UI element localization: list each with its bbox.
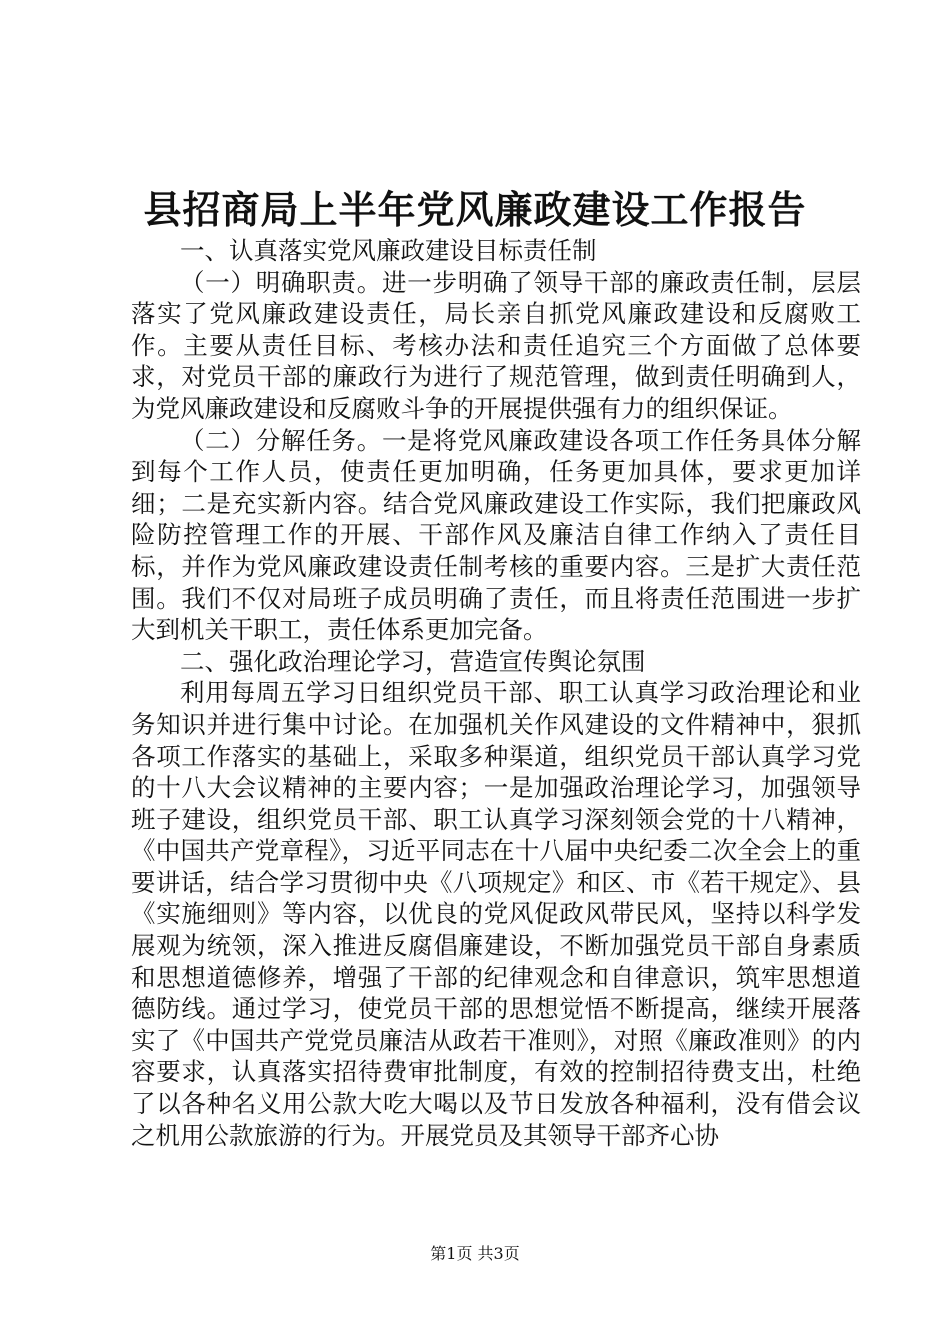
paragraph-2: （二）分解任务。一是将党风廉政建设各项工作任务具体分解到每个工作人员，使责任更加明确，任务更加具体，要求更加详细；二是充实新内容。结合党风廉政建设工作实际，我们把廉政风险防控管理工作的开展、干部作风及廉洁自律工作纳入了责任目标，并作为党风廉政建设责任制考核的重要内容。三是扩大责任范围。我们不仅对局班子成员明确了责任，而且将责任范围进一步扩大到机关干职工，责任体系更加完备。: [131, 425, 861, 645]
page-footer: 第1页 共3页: [430, 1244, 520, 1263]
document-body: [131, 235, 861, 1151]
document-title: 县招商局上半年党风廉政建设工作报告: [143, 187, 807, 232]
paragraph-3: 利用每周五学习日组织党员干部、职工认真学习政治理论和业务知识并进行集中讨论。在加强机关作风建设的文件精神中，狠抓各项工作落实的基础上，采取多种渠道，组织党员干部认真学习党的十八大会议精神的主要内容；一是加强政治理论学习，加强领导班子建设，组织党员干部、职工认真学习深刻领会党的十八精神，《中国共产党章程》，习近平同志在十八届中央纪委二次全会上的重要讲话，结合学习贯彻中央《八项规定》和区、市《若干规定》、县《实施细则》等内容，以优良的党风促政风带民风，坚持以科学发展观为统领，深入推进反腐倡廉建设，不断加强党员干部自身素质和思想道德修养，增强了干部的纪律观念和自律意识，筑牢思想道德防线。通过学习，使党员干部的思想觉悟不断提高，继续开展落实了《中国共产党党员廉洁从政若干准则》，对照《廉政准则》的内容要求，认真落实招待费审批制度，有效的控制招待费支出，杜绝了以各种名义用公款大吃大喝以及节日发放各种福利，没有借会议之机用公款旅游的行为。开展党员及其领导干部齐心协: [131, 678, 861, 1150]
paragraph-1: （一）明确职责。进一步明确了领导干部的廉政责任制，层层落实了党风廉政建设责任，局长亲自抓党风廉政建设和反腐败工作。主要从责任目标、考核办法和责任追究三个方面做了总体要求，对党员干部的廉政行为进行了规范管理，做到责任明确到人，为党风廉政建设和反腐败斗争的开展提供强有力的组织保证。: [131, 267, 861, 423]
section-heading-1: 一、认真落实党风廉政建设目标责任制: [180, 236, 597, 265]
section-heading-2: 二、强化政治理论学习，营造宣传舆论氛围: [180, 646, 646, 676]
